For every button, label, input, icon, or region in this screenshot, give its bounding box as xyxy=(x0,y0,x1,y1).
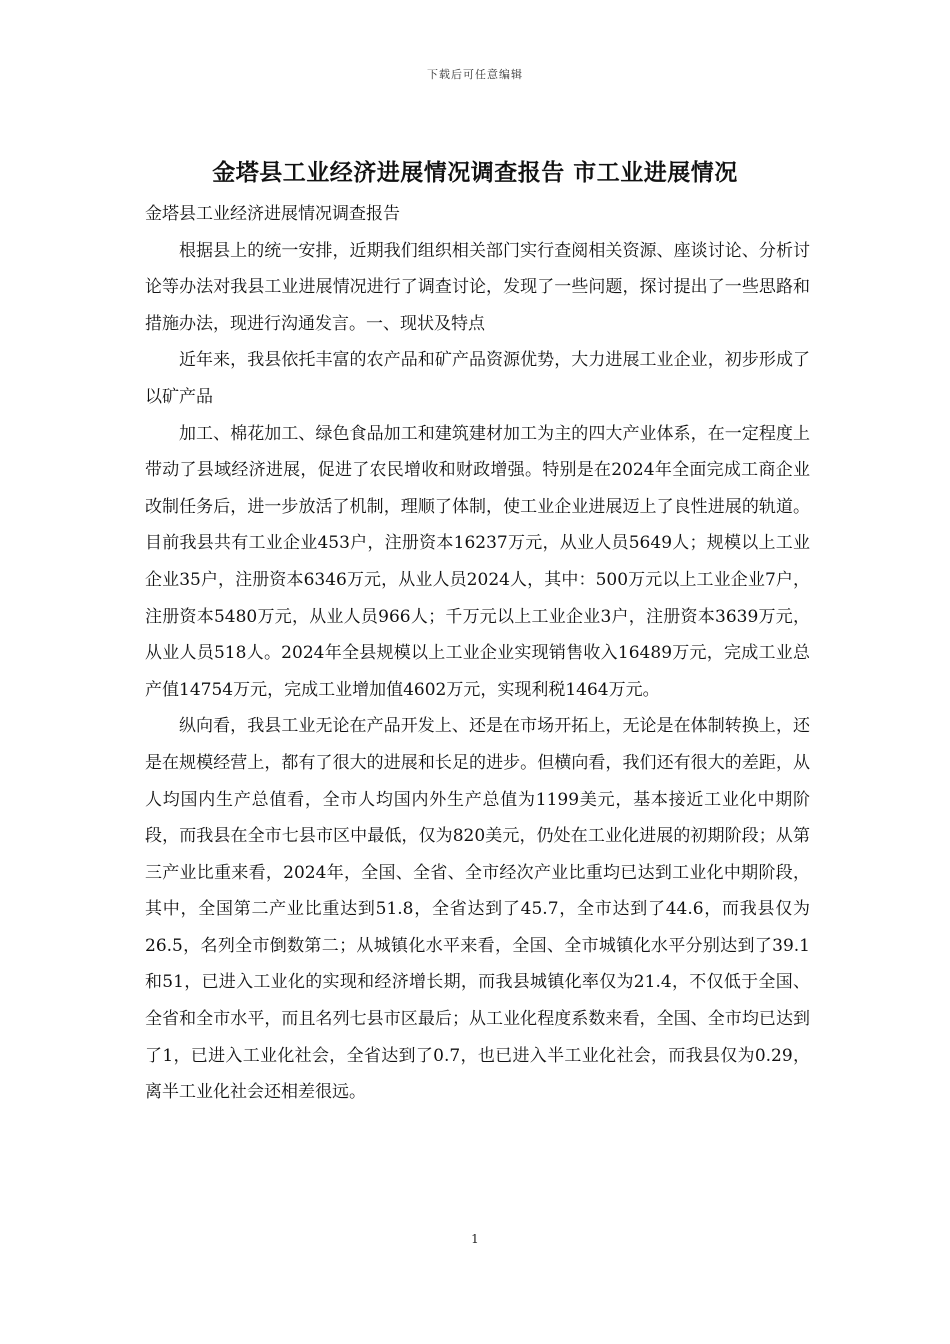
page-header-note: 下载后可任意编辑 xyxy=(427,68,523,81)
document-title: 金塔县工业经济进展情况调查报告 市工业进展情况 xyxy=(212,159,738,186)
paragraph: 近年来，我县依托丰富的农产品和矿产品资源优势，大力进展工业企业，初步形成了以矿产品 xyxy=(145,350,810,407)
document-body xyxy=(145,196,810,1111)
paragraph: 加工、棉花加工、绿色食品加工和建筑建材加工为主的四大产业体系，在一定程度上带动了县域经济进展，促进了农民增收和财政增强。特别是在2024年全面完成工商企业改制任务后，进一步放活了机制，理顺了体制，使工业企业进展迈上了良性进展的轨道。目前我县共有工业企业453户，注册资本16237万元，从业人员5649人；规模以上工业企业35户，注册资本6346万元，从业人员2024人，其中：500万元以上工业企业7户，注册资本5480万元，从业人员966人；千万元以上工业企业3户，注册资本3639万元，从业人员518人。2024年全县规模以上工业企业实现销售收入16489万元，完成工业总产值14754万元，完成工业增加值4602万元，实现利税1464万元。 xyxy=(145,423,810,700)
page-number: 1 xyxy=(471,1232,479,1246)
paragraph: 纵向看，我县工业无论在产品开发上、还是在市场开拓上，无论是在体制转换上，还是在规模经营上，都有了很大的进展和长足的进步。但横向看，我们还有很大的差距，从人均国内生产总值看，全市人均国内外生产总值为1199美元，基本接近工业化中期阶段，而我县在全市七县市区中最低，仅为820美元，仍处在工业化进展的初期阶段；从第三产业比重来看，2024年，全国、全省、全市经次产业比重均已达到工业化中期阶段，其中，全国第二产业比重达到51.8，全省达到了45.7，全市达到了44.6，而我县仅为26.5，名列全市倒数第二；从城镇化水平来看，全国、全市城镇化水平分别达到了39.1和51，已进入工业化的实现和经济增长期，而我县城镇化率仅为21.4，不仅低于全国、全省和全市水平，而且名列七县市区最后；从工业化程度系数来看，全国、全市均已达到了1，已进入工业化社会，全省达到了0.7，也已进入半工业化社会，而我县仅为0.29，离半工业化社会还相差很远。 xyxy=(145,716,810,1103)
document-subtitle: 金塔县工业经济进展情况调查报告 xyxy=(145,204,400,224)
paragraph: 根据县上的统一安排，近期我们组织相关部门实行查阅相关资源、座谈讨论、分析讨论等办法对我县工业进展情况进行了调查讨论，发现了一些问题，探讨提出了一些思路和措施办法，现进行沟通发言。一、现状及特点 xyxy=(145,240,810,334)
